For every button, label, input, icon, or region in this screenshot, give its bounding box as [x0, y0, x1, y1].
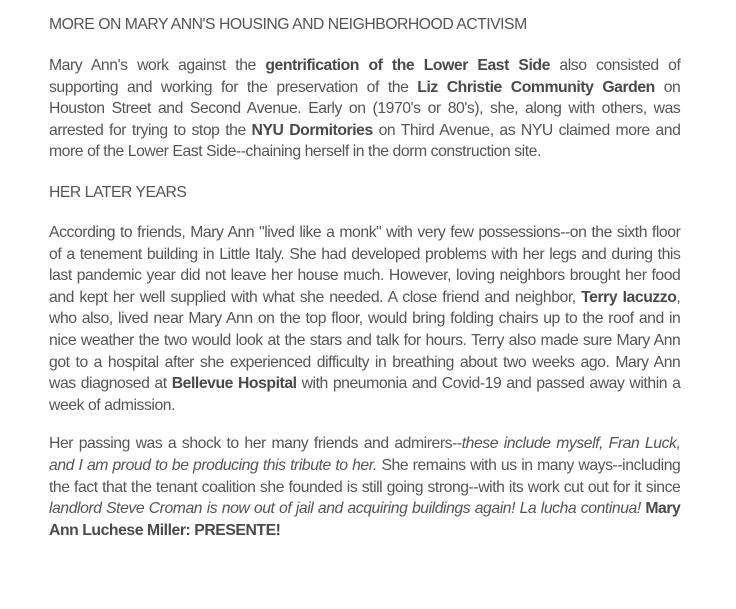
- text-run: According to friends, Mary Ann "lived like a monk" with very few possessions--on the sixth floor of a tenement building in Little Italy. She had developed problems with her legs and during this last pandemic year did not leave her house much. However, loving neighbors brought her food and kept her well supplied with what she needed. A close friend and neighbor,: [49, 223, 681, 306]
- text-run: , who also, lived near Mary Ann on the top floor, would bring folding chairs up to the roof and in nice weather the two would look at the stars and talk for hours. Terry also made sure Mary Ann got to a hospital after she experienced difficulty in breathing about two weeks ago. Mary Ann was diagnosed at: [49, 288, 681, 393]
- section-heading-activism: MORE ON MARY ANN'S HOUSING AND NEIGHBORHOOD ACTIVISM: [49, 16, 527, 33]
- text-run: with pneumonia and Covid-19 and passed away within a week of admission.: [49, 375, 681, 414]
- bold-presente: Mary Ann Luchese Miller: PRESENTE!: [49, 500, 681, 539]
- bold-liz-christie-garden: Liz Christie Community Garden: [417, 78, 655, 96]
- section-heading-later-years: HER LATER YEARS: [49, 183, 187, 201]
- text-run: also consisted of supporting and working for the preservation of the: [49, 57, 681, 96]
- bold-gentrification: gentrification of the Lower East Side: [265, 57, 550, 74]
- italic-tribute-note: these include myself, Fran Luck, and I am proud to be producing this tribute to her.: [49, 435, 681, 474]
- paragraph-later-years: [49, 222, 680, 416]
- bold-nyu-dormitories: NYU Dormitories: [251, 121, 373, 139]
- bold-bellevue-hospital: Bellevue Hospital: [171, 375, 297, 393]
- bold-terry-iacuzzo: Terry Iacuzzo: [581, 288, 677, 306]
- paragraph-activism: [49, 55, 680, 163]
- text-run: Mary Ann's work against the: [49, 57, 266, 74]
- text-run: on Houston Street and Second Avenue. Early on (1970's or 80's), she, along with others, was arrested for trying to stop the: [49, 78, 681, 139]
- text-run: Her passing was a shock to her many friends and admirers--: [49, 435, 462, 453]
- italic-landlord-note: landlord Steve Croman is now out of jail and acquiring buildings again! La lucha continua!: [49, 500, 641, 518]
- text-run: on Third Avenue, as NYU claimed more and more of the Lower East Side--chaining herself in the dorm construction site.: [49, 121, 681, 161]
- article-body: [49, 14, 680, 541]
- paragraph-tribute: [49, 433, 680, 541]
- text-run: She remains with us in many ways--including the fact that the tenant coalition she founded is still going strong--with its work cut out for it since: [49, 456, 681, 496]
